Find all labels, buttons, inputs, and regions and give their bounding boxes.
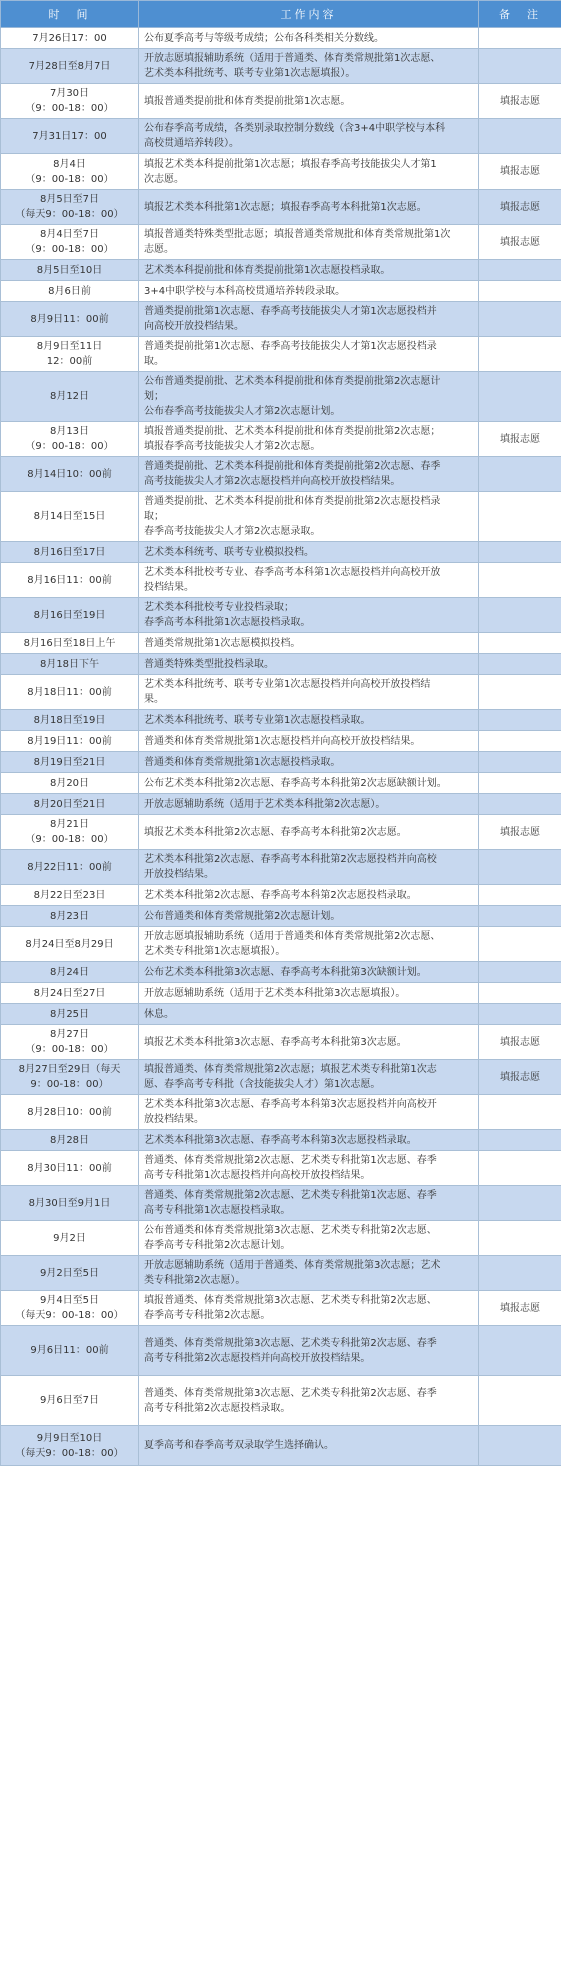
table-row [1,225,561,260]
work-content-cell: 公布春季高考成绩，各类别录取控制分数线（含3+4中职学校与本科 高校贯通培养转段）。 [139,119,479,154]
work-content-cell: 填报艺术类本科批第3次志愿、春季高考本科批第3次志愿。 [139,1025,479,1060]
table-row [1,1130,561,1151]
work-content-cell: 艺术类本科批统考、联考专业第1次志愿投档并向高校开放投档结 果。 [139,675,479,710]
remark-cell: 填报志愿 [479,1025,561,1060]
remark-cell [479,49,561,84]
table-row [1,154,561,190]
schedule-time-cell: 8月22日至23日 [1,885,139,906]
remark-cell [479,1221,561,1256]
remark-cell [479,302,561,337]
schedule-time-cell: 8月27日至29日（每天 9：00-18：00） [1,1060,139,1095]
remark-cell [479,962,561,983]
work-content-cell: 开放志愿辅助系统（适用于普通类、体育类常规批第3次志愿；艺术 类专科批第2次志愿）。 [139,1256,479,1291]
schedule-time-cell: 8月12日 [1,372,139,422]
schedule-time-cell: 7月30日 （9：00-18：00） [1,84,139,119]
schedule-time-cell: 9月9日至10日 （每天9：00-18：00） [1,1426,139,1466]
table-row [1,1186,561,1221]
schedule-time-cell: 8月23日 [1,906,139,927]
work-content-cell: 普通类、体育类常规批第2次志愿、艺术类专科批第1次志愿、春季 高考专科批第1次志愿投档录取。 [139,1186,479,1221]
header-remarks: 备 注 [479,1,561,28]
schedule-time-cell: 8月18日11：00前 [1,675,139,710]
remark-cell [479,1256,561,1291]
work-content-cell: 公布普通类提前批、艺术类本科提前批和体育类提前批第2次志愿计 划； 公布春季高考技能拔尖人才第2次志愿计划。 [139,372,479,422]
schedule-time-cell: 8月20日 [1,773,139,794]
table-row [1,962,561,983]
schedule-time-cell: 8月14日至15日 [1,492,139,542]
schedule-time-cell: 9月2日 [1,1221,139,1256]
work-content-cell: 艺术类本科批校考专业投档录取； 春季高考本科批第1次志愿投档录取。 [139,598,479,633]
remark-cell: 填报志愿 [479,84,561,119]
table-row [1,28,561,49]
remark-cell [479,850,561,885]
remark-cell [479,633,561,654]
work-content-cell: 填报艺术类本科提前批第1次志愿；填报春季高考技能拔尖人才第1 次志愿。 [139,154,479,190]
table-header [1,1,561,28]
schedule-time-cell: 7月26日17：00 [1,28,139,49]
table-body [1,28,561,1466]
work-content-cell: 开放志愿辅助系统（适用于艺术类本科批第2次志愿）。 [139,794,479,815]
table-row [1,850,561,885]
work-content-cell: 艺术类本科统考、联考专业模拟投档。 [139,542,479,563]
table-row [1,1004,561,1025]
work-content-cell: 普通类特殊类型批投档录取。 [139,654,479,675]
work-content-cell: 艺术类本科批第3次志愿、春季高考本科第3次志愿投档录取。 [139,1130,479,1151]
schedule-time-cell: 8月20日至21日 [1,794,139,815]
schedule-time-cell: 8月30日11：00前 [1,1151,139,1186]
table-row [1,773,561,794]
remark-cell: 填报志愿 [479,422,561,457]
schedule-time-cell: 9月6日至7日 [1,1376,139,1426]
schedule-time-cell: 8月21日 （9：00-18：00） [1,815,139,850]
schedule-time-cell: 9月6日11：00前 [1,1326,139,1376]
schedule-time-cell: 8月19日11：00前 [1,731,139,752]
header-work-content: 工作内容 [139,1,479,28]
remark-cell [479,337,561,372]
work-content-cell: 普通类和体育类常规批第1次志愿投档并向高校开放投档结果。 [139,731,479,752]
schedule-time-cell: 8月14日10：00前 [1,457,139,492]
work-content-cell: 普通类、体育类常规批第2次志愿、艺术类专科批第1次志愿、春季 高考专科批第1次志愿投档并向高校开放投档结果。 [139,1151,479,1186]
remark-cell [479,1426,561,1466]
work-content-cell: 普通类提前批第1次志愿、春季高考技能拔尖人才第1次志愿投档并 向高校开放投档结果。 [139,302,479,337]
remark-cell [479,372,561,422]
table-row [1,1060,561,1095]
table-row [1,1426,561,1466]
schedule-time-cell: 8月5日至7日 （每天9：00-18：00） [1,190,139,225]
schedule-time-cell: 9月4日至5日 （每天9：00-18：00） [1,1291,139,1326]
remark-cell: 填报志愿 [479,154,561,190]
work-content-cell: 普通类提前批第1次志愿、春季高考技能拔尖人才第1次志愿投档录 取。 [139,337,479,372]
remark-cell [479,927,561,962]
remark-cell [479,1004,561,1025]
work-content-cell: 公布艺术类本科批第3次志愿、春季高考本科批第3次缺额计划。 [139,962,479,983]
table-row [1,260,561,281]
remark-cell [479,119,561,154]
schedule-time-cell: 8月30日至9月1日 [1,1186,139,1221]
table-row [1,906,561,927]
work-content-cell: 艺术类本科批第3次志愿、春季高考本科第3次志愿投档并向高校开 放投档结果。 [139,1095,479,1130]
work-content-cell: 公布普通类和体育类常规批第3次志愿、艺术类专科批第2次志愿、 春季高考专科批第2次志愿计划。 [139,1221,479,1256]
table-row [1,337,561,372]
work-content-cell: 普通类和体育类常规批第1次志愿投档录取。 [139,752,479,773]
table-row [1,675,561,710]
remark-cell [479,794,561,815]
table-row [1,633,561,654]
remark-cell [479,28,561,49]
table-row [1,492,561,542]
table-row [1,731,561,752]
remark-cell: 填报志愿 [479,225,561,260]
header-time: 时 间 [1,1,139,28]
remark-cell [479,710,561,731]
work-content-cell: 夏季高考和春季高考双录取学生选择确认。 [139,1426,479,1466]
remark-cell [479,1326,561,1376]
work-content-cell: 公布普通类和体育类常规批第2次志愿计划。 [139,906,479,927]
table-row [1,302,561,337]
schedule-time-cell: 7月28日至8月7日 [1,49,139,84]
schedule-time-cell: 8月19日至21日 [1,752,139,773]
remark-cell: 填报志愿 [479,815,561,850]
table-row [1,84,561,119]
remark-cell [479,675,561,710]
table-row [1,1256,561,1291]
work-content-cell: 艺术类本科批第2次志愿、春季高考本科第2次志愿投档录取。 [139,885,479,906]
table-row [1,1095,561,1130]
table-row [1,563,561,598]
work-content-cell: 开放志愿辅助系统（适用于艺术类本科批第3次志愿填报）。 [139,983,479,1004]
remark-cell [479,492,561,542]
work-content-cell: 普通类常规批第1次志愿模拟投档。 [139,633,479,654]
work-content-cell: 填报普通类、体育类常规批第2次志愿；填报艺术类专科批第1次志 愿、春季高考专科批（含技能拔尖人才）第1次志愿。 [139,1060,479,1095]
work-content-cell: 填报艺术类本科批第2次志愿、春季高考本科批第2次志愿。 [139,815,479,850]
table-row [1,542,561,563]
work-content-cell: 填报普通类特殊类型批志愿；填报普通类常规批和体育类常规批第1次 志愿。 [139,225,479,260]
schedule-time-cell: 8月4日 （9：00-18：00） [1,154,139,190]
schedule-time-cell: 8月24日至27日 [1,983,139,1004]
work-content-cell: 普通类提前批、艺术类本科提前批和体育类提前批第2次志愿投档录 取； 春季高考技能拔尖人才第2次志愿录取。 [139,492,479,542]
table-row [1,1376,561,1426]
remark-cell [479,1186,561,1221]
remark-cell [479,260,561,281]
remark-cell [479,563,561,598]
table-row [1,372,561,422]
table-row [1,927,561,962]
schedule-time-cell: 8月16日至18日上午 [1,633,139,654]
remark-cell [479,542,561,563]
schedule-time-cell: 8月18日下午 [1,654,139,675]
table-row [1,710,561,731]
header-row [1,1,561,28]
work-content-cell: 填报普通类提前批和体育类提前批第1次志愿。 [139,84,479,119]
remark-cell [479,885,561,906]
schedule-time-cell: 8月4日至7日 （9：00-18：00） [1,225,139,260]
schedule-time-cell: 8月24日 [1,962,139,983]
table-row [1,794,561,815]
table-row [1,1221,561,1256]
remark-cell: 填报志愿 [479,190,561,225]
remark-cell [479,598,561,633]
schedule-time-cell: 8月27日 （9：00-18：00） [1,1025,139,1060]
remark-cell [479,752,561,773]
table-row [1,815,561,850]
work-content-cell: 艺术类本科批第2次志愿、春季高考本科批第2次志愿投档并向高校 开放投档结果。 [139,850,479,885]
remark-cell [479,906,561,927]
work-content-cell: 艺术类本科批统考、联考专业第1次志愿投档录取。 [139,710,479,731]
schedule-time-cell: 8月28日 [1,1130,139,1151]
work-content-cell: 休息。 [139,1004,479,1025]
table-row [1,1151,561,1186]
table-row [1,1326,561,1376]
remark-cell [479,983,561,1004]
schedule-time-cell: 8月9日至11日 12：00前 [1,337,139,372]
work-content-cell: 普通类、体育类常规批第3次志愿、艺术类专科批第2次志愿、春季 高考专科批第2次志愿投档并向高校开放投档结果。 [139,1326,479,1376]
remark-cell [479,281,561,302]
schedule-time-cell: 8月24日至8月29日 [1,927,139,962]
remark-cell [479,654,561,675]
schedule-time-cell: 8月16日至19日 [1,598,139,633]
schedule-time-cell: 8月16日至17日 [1,542,139,563]
schedule-time-cell: 8月13日 （9：00-18：00） [1,422,139,457]
work-content-cell: 填报普通类提前批、艺术类本科提前批和体育类提前批第2次志愿； 填报春季高考技能拔尖人才第2次志愿。 [139,422,479,457]
remark-cell [479,1095,561,1130]
schedule-time-cell: 8月9日11：00前 [1,302,139,337]
schedule-time-cell: 8月16日11：00前 [1,563,139,598]
schedule-time-cell: 9月2日至5日 [1,1256,139,1291]
work-content-cell: 公布夏季高考与等级考成绩；公布各科类相关分数线。 [139,28,479,49]
table-row [1,752,561,773]
remark-cell [479,773,561,794]
table-row [1,983,561,1004]
work-content-cell: 艺术类本科提前批和体育类提前批第1次志愿投档录取。 [139,260,479,281]
schedule-time-cell: 8月18日至19日 [1,710,139,731]
work-content-cell: 填报普通类、体育类常规批第3次志愿、艺术类专科批第2次志愿、 春季高考专科批第2次志愿。 [139,1291,479,1326]
work-content-cell: 普通类、体育类常规批第3次志愿、艺术类专科批第2次志愿、春季 高考专科批第2次志愿投档录取。 [139,1376,479,1426]
remark-cell [479,1151,561,1186]
schedule-time-cell: 8月6日前 [1,281,139,302]
work-content-cell: 普通类提前批、艺术类本科提前批和体育类提前批第2次志愿、春季 高考技能拔尖人才第2次志愿投档并向高校开放投档结果。 [139,457,479,492]
table-row [1,654,561,675]
table-row [1,281,561,302]
remark-cell: 填报志愿 [479,1291,561,1326]
schedule-time-cell: 8月22日11：00前 [1,850,139,885]
work-content-cell: 艺术类本科批校考专业、春季高考本科第1次志愿投档并向高校开放 投档结果。 [139,563,479,598]
table-row [1,49,561,84]
work-content-cell: 填报艺术类本科批第1次志愿；填报春季高考本科批第1次志愿。 [139,190,479,225]
remark-cell [479,731,561,752]
work-content-cell: 开放志愿填报辅助系统（适用于普通类和体育类常规批第2次志愿、 艺术类专科批第1次志愿填报）。 [139,927,479,962]
work-content-cell: 开放志愿填报辅助系统（适用于普通类、体育类常规批第1次志愿、 艺术类本科批统考、联考专业第1次志愿填报）。 [139,49,479,84]
table-row [1,422,561,457]
work-content-cell: 公布艺术类本科批第2次志愿、春季高考本科批第2次志愿缺额计划。 [139,773,479,794]
remark-cell [479,1376,561,1426]
work-content-cell: 3+4中职学校与本科高校贯通培养转段录取。 [139,281,479,302]
table-row [1,1291,561,1326]
table-row [1,457,561,492]
schedule-time-cell: 7月31日17：00 [1,119,139,154]
table-row [1,1025,561,1060]
table-row [1,119,561,154]
schedule-time-cell: 8月25日 [1,1004,139,1025]
table-row [1,598,561,633]
remark-cell [479,457,561,492]
schedule-time-cell: 8月28日10：00前 [1,1095,139,1130]
table-row [1,885,561,906]
schedule-time-cell: 8月5日至10日 [1,260,139,281]
table-row [1,190,561,225]
remark-cell: 填报志愿 [479,1060,561,1095]
remark-cell [479,1130,561,1151]
